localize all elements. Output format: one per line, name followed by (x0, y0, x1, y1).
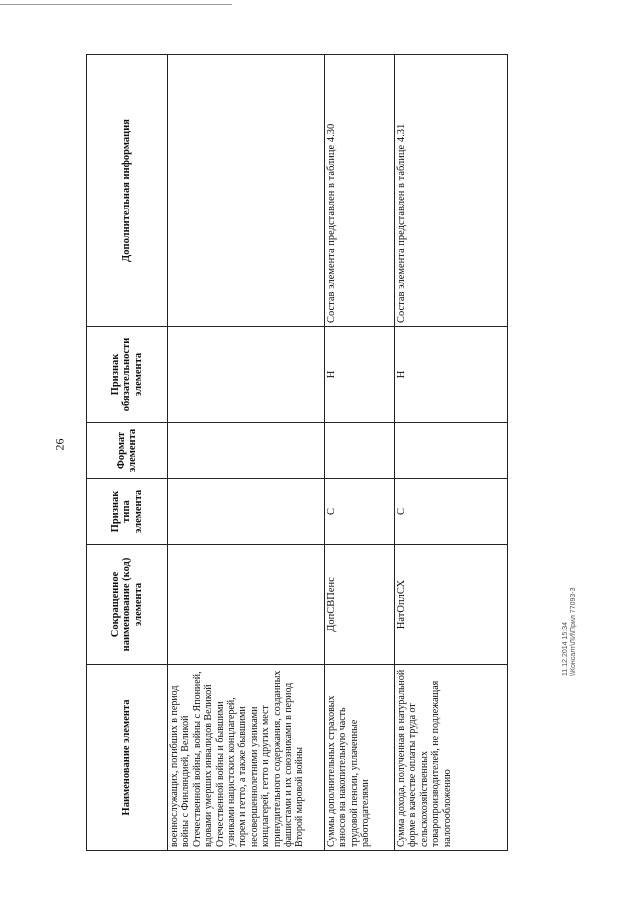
scan-edge-line (0, 4, 232, 5)
cell-required: Н (325, 327, 395, 423)
table-row (325, 55, 395, 851)
header-additional-info: Дополнительная информация (87, 55, 168, 327)
elements-table (86, 54, 508, 851)
cell-code (168, 545, 325, 665)
footer-timestamp: 11.12.2014 15:34 (562, 622, 569, 676)
cell-type: С (325, 479, 395, 545)
cell-format (325, 423, 395, 479)
cell-format (395, 423, 508, 479)
cell-name: военнослужащих, погибших в период войны с Финляндией, Великой Отечественной войны, войны с Японией, вдовами умерших инвалидов Великой Отечественной войны и бывшими узниками нацистских концлагерей, тюрем и гетто, а также бывшими несовершеннолетними узниками концлагерей, гетто и других мест принудительного содержания, созданных фашистами и их союзниками в период Второй мировой войны (168, 665, 325, 851)
header-element-required: Признак обязательности элемента (87, 327, 168, 423)
cell-name: Сумма дохода, полученная в натуральной форме в качестве оплаты труда от сельскохозяйственных товаропроизводителей, не подлежащая налогообложению (395, 665, 508, 851)
cell-name: Суммы дополнительных страховых взносов на накопительную часть трудовой пенсии, уплаченные работодателями (325, 665, 395, 851)
cell-info (168, 55, 325, 327)
cell-code: НатОплСХ (395, 545, 508, 665)
table-row (395, 55, 508, 851)
header-element-format: Формат элемента (87, 423, 168, 479)
header-element-type: Признак типа элемента (87, 479, 168, 545)
rotated-table-wrapper (86, 55, 504, 851)
cell-format (168, 423, 325, 479)
header-element-name: Наименование элемента (87, 665, 168, 851)
cell-info: Состав элемента представлен в таблице 4.30 (325, 55, 395, 327)
cell-type: С (395, 479, 508, 545)
cell-info: Состав элемента представлен в таблице 4.31 (395, 55, 508, 327)
table-row (168, 55, 325, 851)
footer-path: \\Консалт\ЛИ\Прил 77093-3 (570, 587, 577, 676)
footer-stamp (562, 556, 578, 676)
cell-code: ДопСВПенс (325, 545, 395, 665)
table-header-row (87, 55, 168, 851)
page-number: 26 (52, 438, 67, 451)
cell-type (168, 479, 325, 545)
cell-required: Н (395, 327, 508, 423)
cell-required (168, 327, 325, 423)
header-element-code: Сокращенное наименование (код) элемента (87, 545, 168, 665)
